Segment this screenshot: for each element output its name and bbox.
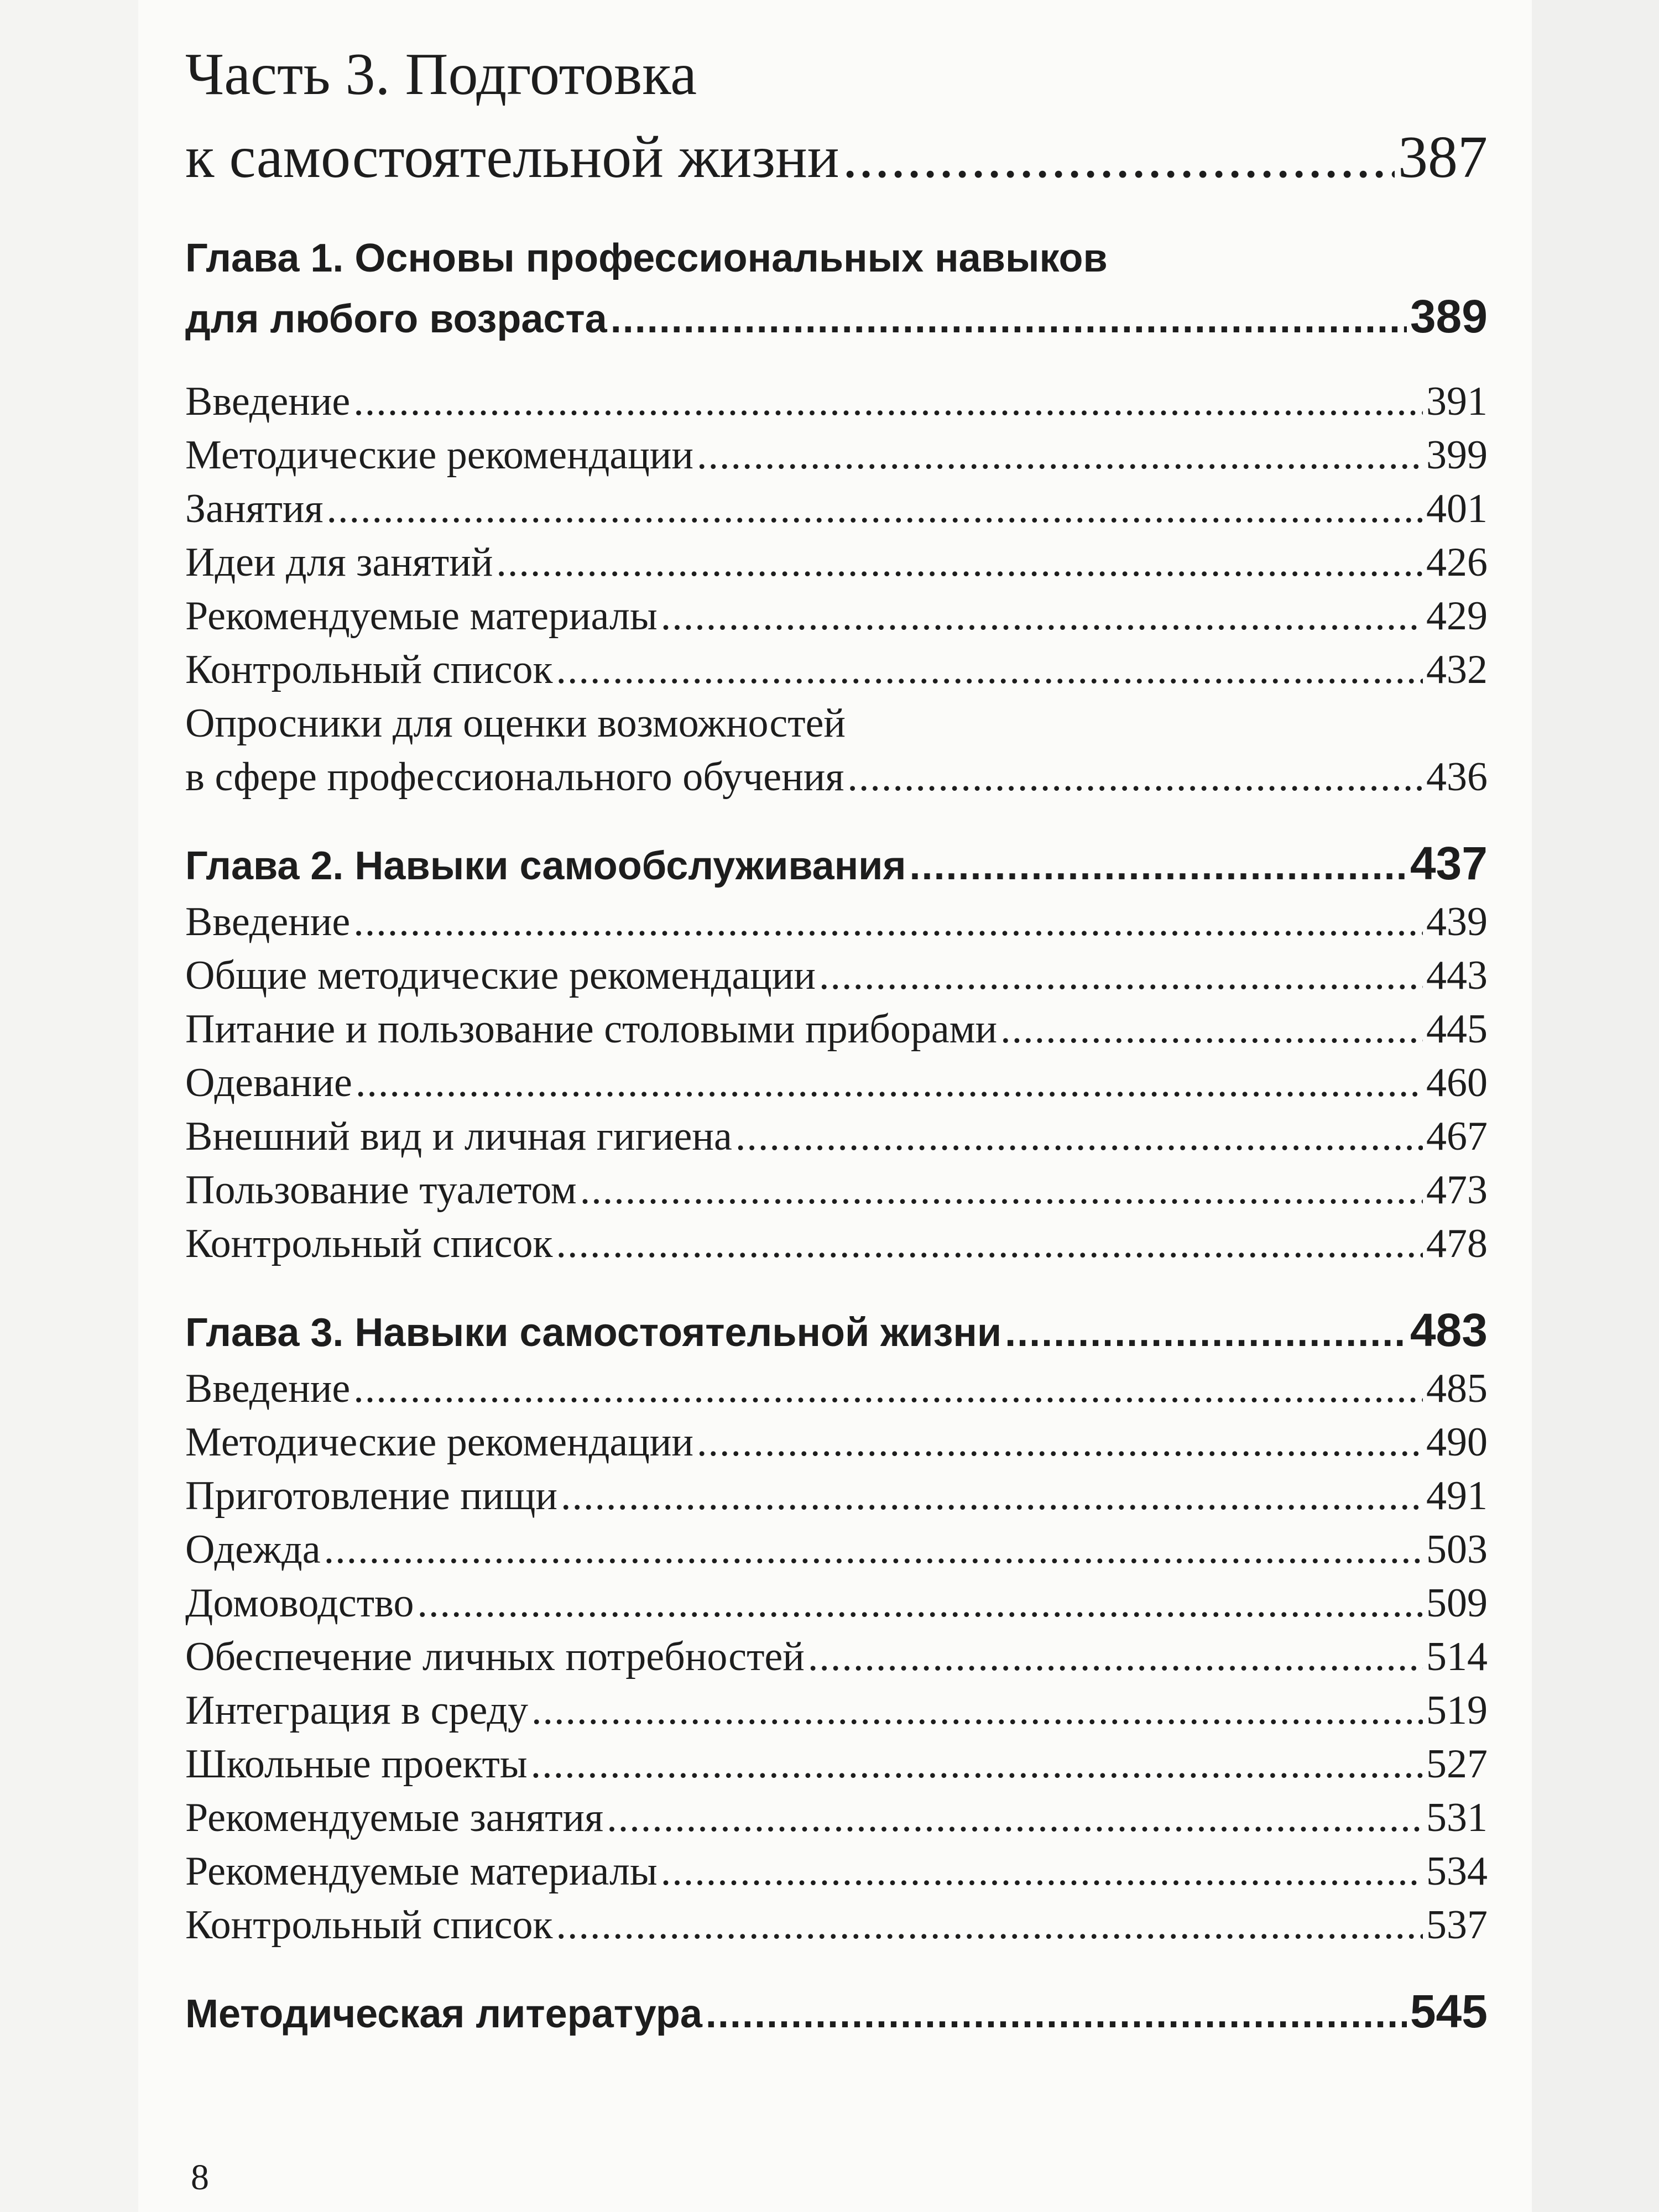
toc-entry [185, 536, 1488, 589]
toc-entry-title: Домоводство [185, 1580, 414, 1626]
toc-entry [185, 750, 1488, 804]
toc-entry [185, 1577, 1488, 1630]
leader-dots [706, 1985, 1407, 2043]
toc-entry [185, 895, 1488, 949]
chapter-1-title-line-2: для любого возраста [185, 297, 607, 341]
toc-entry-title: Методические рекомендации [185, 432, 694, 478]
leader-dots [580, 1164, 1423, 1217]
leader-dots [808, 1630, 1423, 1684]
toc-entry-page: 445 [1426, 1006, 1488, 1052]
toc-entry-title-line-2: в сфере профессионального обучения [185, 754, 844, 800]
toc-entry [185, 1738, 1488, 1791]
toc-entry-page: 401 [1426, 486, 1488, 531]
toc-entry [185, 1630, 1488, 1684]
chapter-3-page: 483 [1410, 1304, 1488, 1356]
toc-entry-title: Приготовление пищи [185, 1473, 558, 1519]
toc-entry-page: 527 [1426, 1741, 1488, 1787]
toc-entry-title: Контрольный список [185, 647, 553, 692]
toc-entry [185, 1164, 1488, 1217]
leader-dots [735, 1110, 1423, 1164]
leader-dots [531, 1738, 1423, 1791]
toc-entry-title: Интеграция в среду [185, 1688, 528, 1733]
leader-dots [847, 750, 1423, 804]
toc-entry-title-line-1: Опросники для оценки возможностей [185, 701, 846, 746]
leader-dots [556, 1898, 1423, 1952]
toc-entry-page: 460 [1426, 1060, 1488, 1105]
leader-dots [611, 290, 1407, 348]
toc-entry-page: 519 [1426, 1688, 1488, 1733]
references-row [185, 1983, 1488, 2043]
toc-entry [185, 1684, 1488, 1738]
toc-entry-title: Пользование туалетом [185, 1167, 577, 1213]
chapter-3-title: Глава 3. Навыки самостоятельной жизни [185, 1311, 1002, 1355]
leader-dots [496, 536, 1423, 589]
toc-entry-title: Школьные проекты [185, 1741, 528, 1787]
toc-entry-page: 436 [1426, 754, 1488, 800]
toc-entry-page: 443 [1426, 953, 1488, 998]
leader-dots [417, 1577, 1423, 1630]
part-title-line-2: к самостоятельной жизни [185, 124, 839, 190]
leader-dots [561, 1469, 1423, 1523]
toc-entry [185, 1469, 1488, 1523]
toc-entry-page: 432 [1426, 647, 1488, 692]
leader-dots [353, 375, 1423, 429]
leader-dots [661, 589, 1423, 643]
leader-dots [1005, 1304, 1407, 1362]
chapter-2-page: 437 [1410, 837, 1488, 889]
toc-entry-title: Одевание [185, 1060, 352, 1105]
leader-dots [843, 116, 1395, 199]
toc-entry [185, 1003, 1488, 1056]
toc-entry [185, 1845, 1488, 1898]
toc-entry [185, 1056, 1488, 1110]
leader-dots [607, 1791, 1423, 1845]
toc-entry-title: Методические рекомендации [185, 1420, 694, 1465]
toc-entry [185, 429, 1488, 482]
toc-entry-title: Одежда [185, 1527, 321, 1572]
references-page: 545 [1410, 1985, 1488, 2037]
toc-entry-title: Питание и пользование столовыми приборами [185, 1006, 998, 1052]
toc-entry-title: Введение [185, 379, 351, 424]
toc-entry [185, 589, 1488, 643]
toc-entry-page: 491 [1426, 1473, 1488, 1519]
toc-entry [185, 643, 1488, 697]
part-page: 387 [1398, 124, 1488, 190]
toc-entry [185, 482, 1488, 536]
toc-entry-page: 537 [1426, 1902, 1488, 1948]
chapter-2-title-row [185, 834, 1488, 895]
toc-entry-page: 439 [1426, 899, 1488, 945]
toc-entry-page: 478 [1426, 1221, 1488, 1266]
part-title-line-1: Часть 3. Подготовка [185, 41, 697, 107]
toc-entry-page: 485 [1426, 1366, 1488, 1411]
leader-dots [531, 1684, 1423, 1738]
toc-entry-title: Контрольный список [185, 1902, 553, 1948]
toc-entry-page: 426 [1426, 540, 1488, 585]
toc-entry [185, 1898, 1488, 1952]
toc-entry-title: Контрольный список [185, 1221, 553, 1266]
leader-dots [819, 949, 1423, 1003]
toc-entry-title: Общие методические рекомендации [185, 953, 816, 998]
toc-entry [185, 375, 1488, 429]
chapter-2-title: Глава 2. Навыки самообслуживания [185, 844, 906, 888]
toc-entry-title: Внешний вид и личная гигиена [185, 1114, 732, 1159]
leader-dots [327, 482, 1423, 536]
toc-entry [185, 1110, 1488, 1164]
table-of-contents [185, 33, 1488, 2043]
toc-entry-page: 429 [1426, 593, 1488, 639]
leader-dots [324, 1523, 1423, 1577]
page-number: 8 [191, 2157, 209, 2198]
chapter-3-title-row [185, 1301, 1488, 1362]
leader-dots [661, 1845, 1423, 1898]
toc-entry-page: 490 [1426, 1420, 1488, 1465]
toc-entry [185, 1791, 1488, 1845]
toc-entry-title: Введение [185, 899, 351, 945]
toc-entry-title: Занятия [185, 486, 324, 531]
leader-dots [697, 429, 1423, 482]
toc-entry-title: Рекомендуемые материалы [185, 593, 658, 639]
toc-entry-page: 467 [1426, 1114, 1488, 1159]
leader-dots [353, 895, 1423, 949]
leader-dots [556, 1217, 1423, 1271]
toc-entry [185, 949, 1488, 1003]
toc-entry-page: 534 [1426, 1849, 1488, 1894]
toc-entry-title: Обеспечение личных потребностей [185, 1634, 805, 1679]
leader-dots [697, 1416, 1423, 1469]
references-title: Методическая литература [185, 1992, 702, 2036]
chapter-1-title-row [185, 288, 1488, 348]
toc-entry-title: Рекомендуемые материалы [185, 1849, 658, 1894]
chapter-1-title-line-1: Глава 1. Основы профессиональных навыков [185, 236, 1108, 280]
leader-dots [356, 1056, 1423, 1110]
toc-entry [185, 1362, 1488, 1416]
leader-dots [909, 837, 1406, 895]
toc-entry [185, 1416, 1488, 1469]
toc-entry-title: Введение [185, 1366, 351, 1411]
leader-dots [1000, 1003, 1423, 1056]
chapter-1-page: 389 [1410, 290, 1488, 342]
toc-entry-page: 391 [1426, 379, 1488, 424]
leader-dots [353, 1362, 1423, 1416]
toc-entry-title: Рекомендуемые занятия [185, 1795, 604, 1840]
part-title-row [185, 116, 1488, 199]
toc-entry [185, 1217, 1488, 1271]
toc-entry-page: 399 [1426, 432, 1488, 478]
leader-dots [556, 643, 1423, 697]
page-edge [1532, 0, 1659, 2212]
toc-entry-title: Идеи для занятий [185, 540, 493, 585]
toc-entry-page: 503 [1426, 1527, 1488, 1572]
toc-entry-page: 509 [1426, 1580, 1488, 1626]
toc-entry-page: 531 [1426, 1795, 1488, 1840]
toc-entry-page: 473 [1426, 1167, 1488, 1213]
toc-entry [185, 1523, 1488, 1577]
toc-entry-page: 514 [1426, 1634, 1488, 1679]
